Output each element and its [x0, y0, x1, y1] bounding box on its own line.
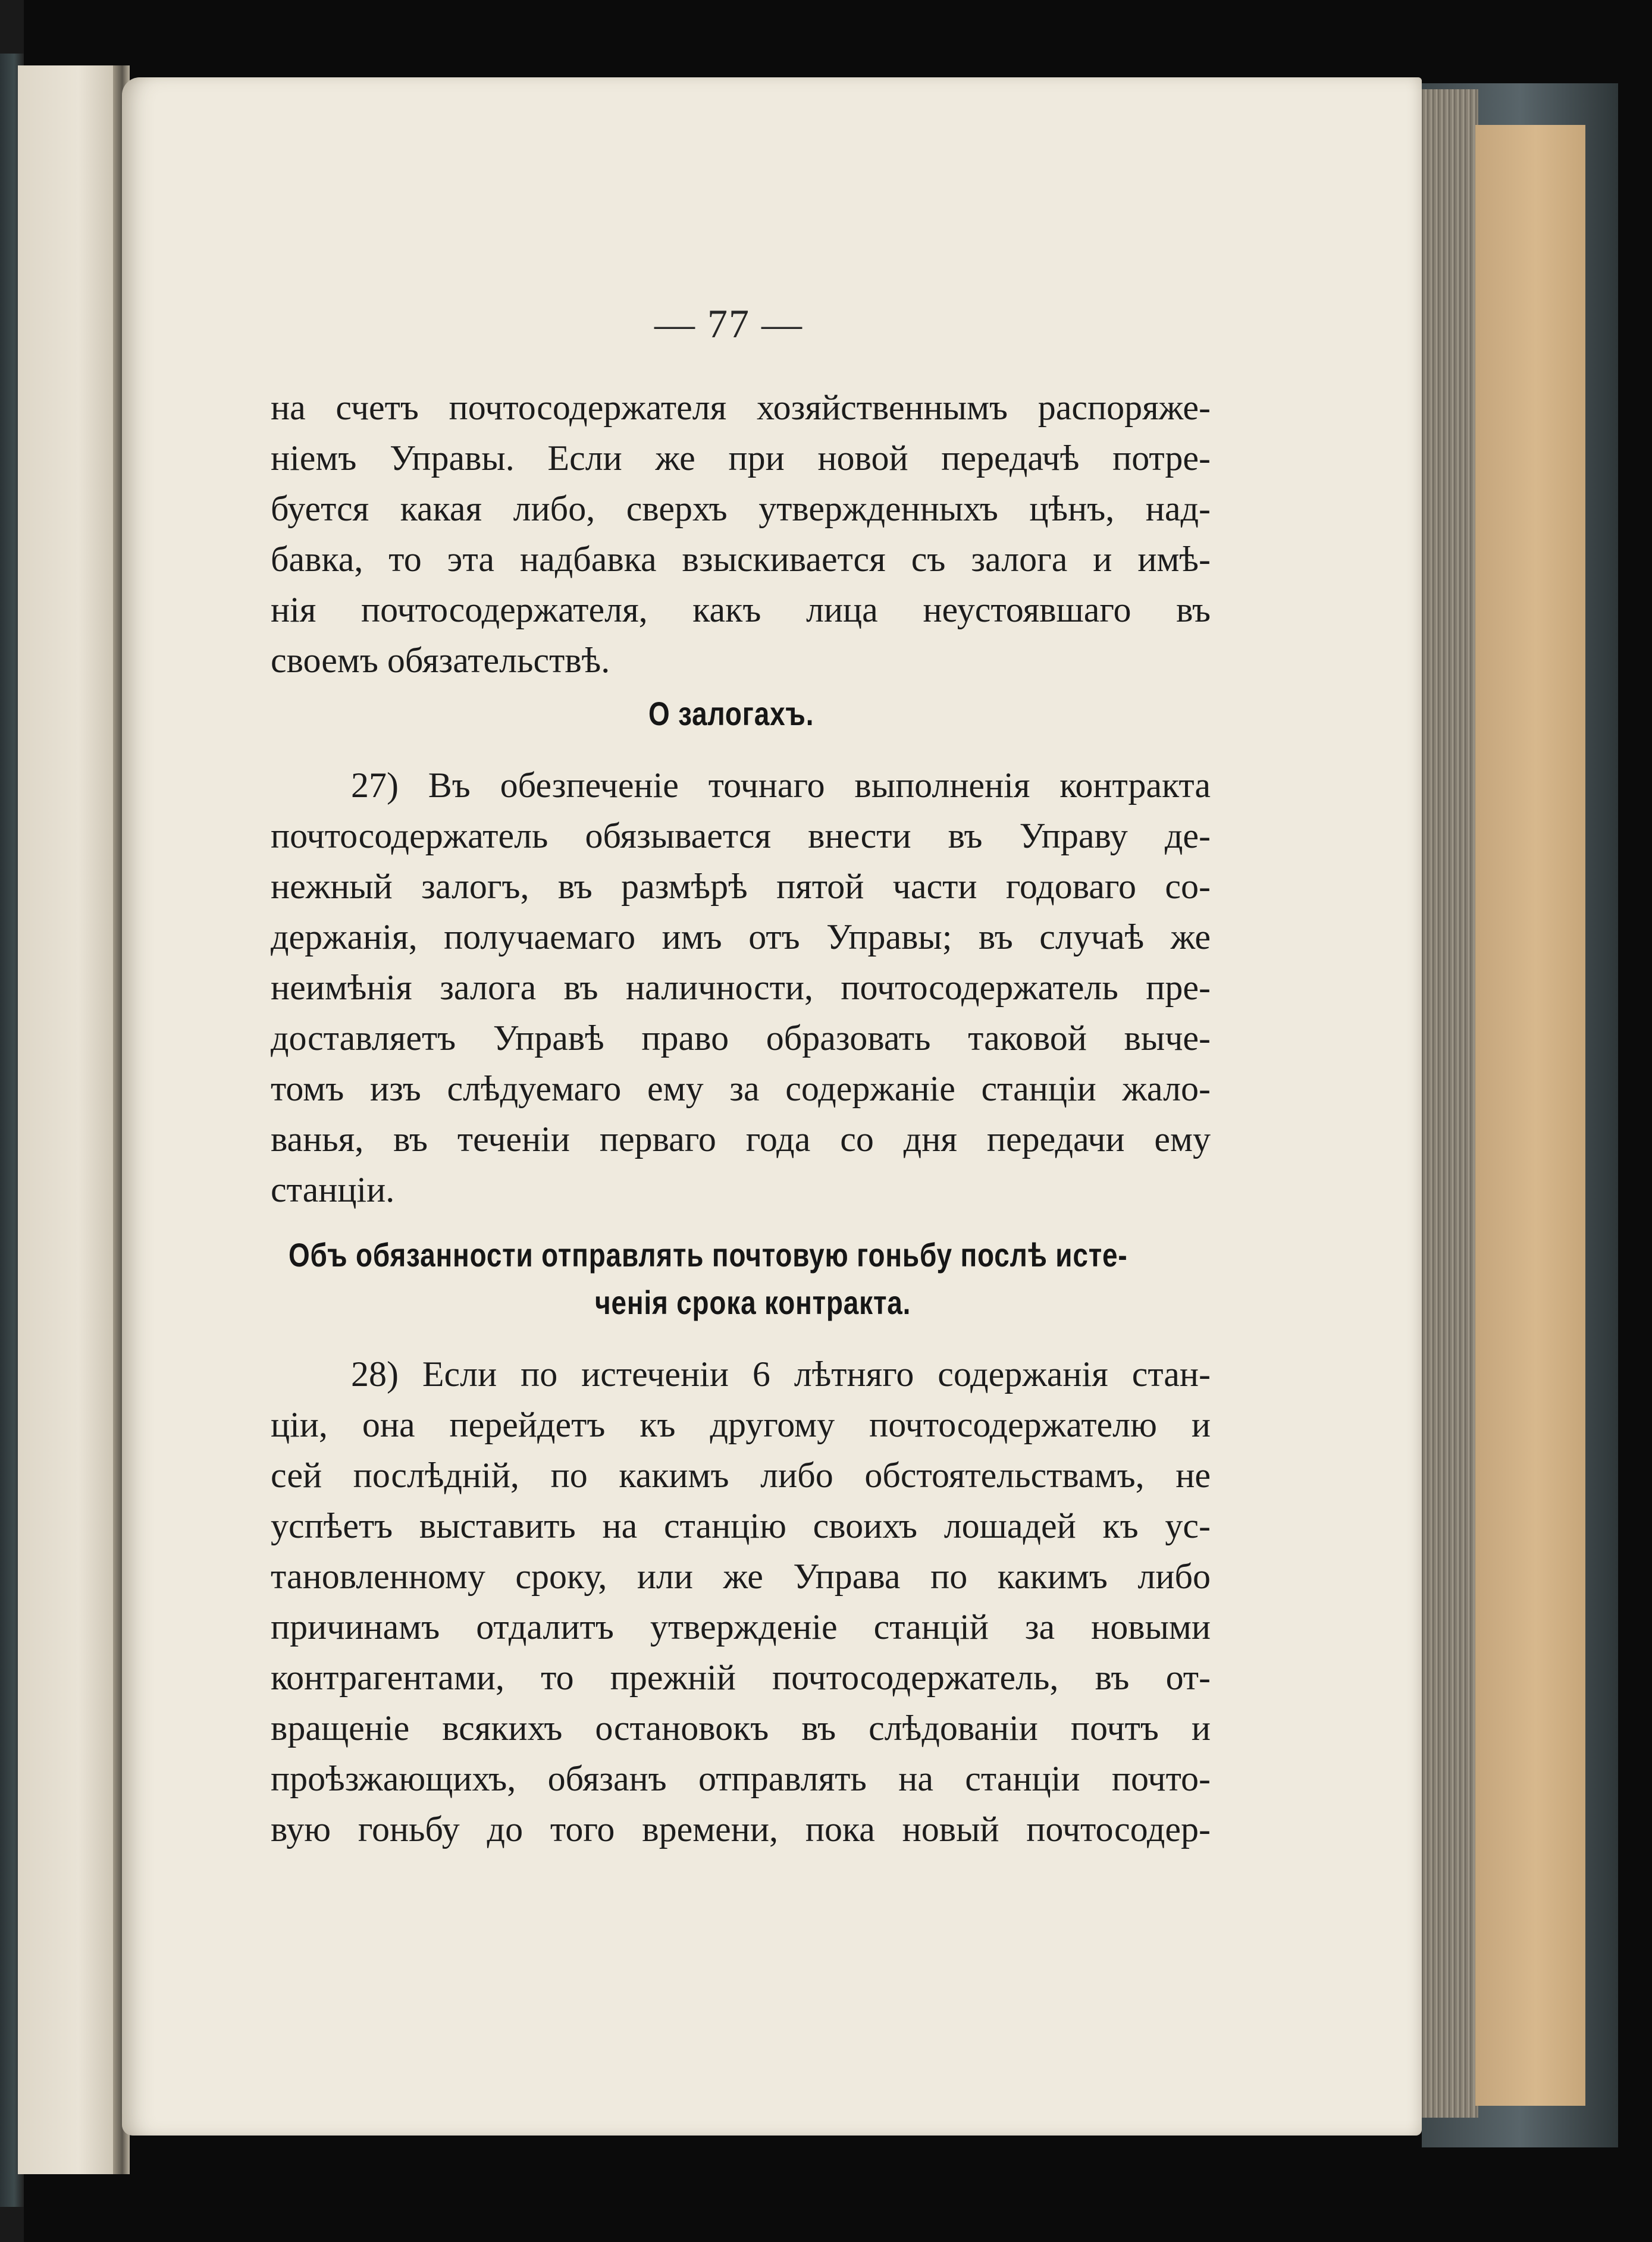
text-line: тановленному сроку, или же Управа по какимъ либо: [271, 1557, 1211, 1596]
text-line: на счетъ почтосодержателя хозяйственнымъ распоряже-: [271, 388, 1211, 427]
text-line: сей послѣдній, по какимъ либо обстоятельствамъ, не: [271, 1456, 1211, 1495]
text-line: вую гоньбу до того времени, пока новый почтосодер-: [271, 1810, 1211, 1849]
text-line: нежный залогъ, въ размѣрѣ пятой части годоваго со-: [271, 867, 1211, 906]
text-line: почтосодержатель обязывается внести въ Управу де-: [271, 816, 1211, 855]
text-line: неимѣнія залога въ наличности, почтосодержатель пре-: [271, 968, 1211, 1007]
endpaper: [1475, 125, 1585, 2106]
text-line: своемъ обязательствѣ.: [271, 641, 610, 680]
text-line: 27) Въ обезпеченіе точнаго выполненія контракта: [351, 766, 1211, 805]
page-block-edges: [1419, 89, 1478, 2118]
text-line: вращеніе всякихъ остановокъ въ слѣдованіи почтъ и: [271, 1708, 1211, 1748]
text-line: проѣзжающихъ, обязанъ отправлять на станціи почто-: [271, 1759, 1211, 1798]
text-line: буется какая либо, сверхъ утвержденныхъ цѣнъ, над-: [271, 489, 1211, 528]
text-line: причинамъ отдалитъ утвержденіе станцій за новыми: [271, 1607, 1211, 1647]
section-heading: О залогахъ.: [648, 695, 814, 732]
text-line: контрагентами, то прежній почтосодержатель, въ от-: [271, 1658, 1211, 1697]
text-line: томъ изъ слѣдуемаго ему за содержаніе станціи жало-: [271, 1069, 1211, 1108]
text-line: нія почтосодержателя, какъ лица неустоявшаго въ: [271, 590, 1211, 629]
text-line: держанія, получаемаго имъ отъ Управы; въ случаѣ же: [271, 917, 1211, 957]
text-line: ніемъ Управы. Если же при новой передачѣ потре-: [271, 438, 1211, 478]
heading-line: ченія срока контракта.: [595, 1284, 911, 1321]
page-number: — 77 —: [654, 301, 803, 346]
text-line: доставляетъ Управѣ право образовать таковой выче-: [271, 1018, 1211, 1058]
text-line: ванья, въ теченіи перваго года со дня передачи ему: [271, 1120, 1211, 1159]
text-line: 28) Если по истеченіи 6 лѣтняго содержанія стан-: [351, 1354, 1211, 1394]
text-line: станціи.: [271, 1170, 395, 1209]
facing-page: [18, 65, 119, 2174]
text-line: бавка, то эта надбавка взыскивается съ залога и имѣ-: [271, 540, 1211, 579]
text-line: успѣетъ выставить на станцію своихъ лошадей къ ус-: [271, 1506, 1211, 1545]
heading-line: Объ обязанности отправлять почтовую гоньбу послѣ исте-: [289, 1236, 1128, 1274]
text-line: ціи, она перейдетъ къ другому почтосодержателю и: [271, 1405, 1211, 1444]
